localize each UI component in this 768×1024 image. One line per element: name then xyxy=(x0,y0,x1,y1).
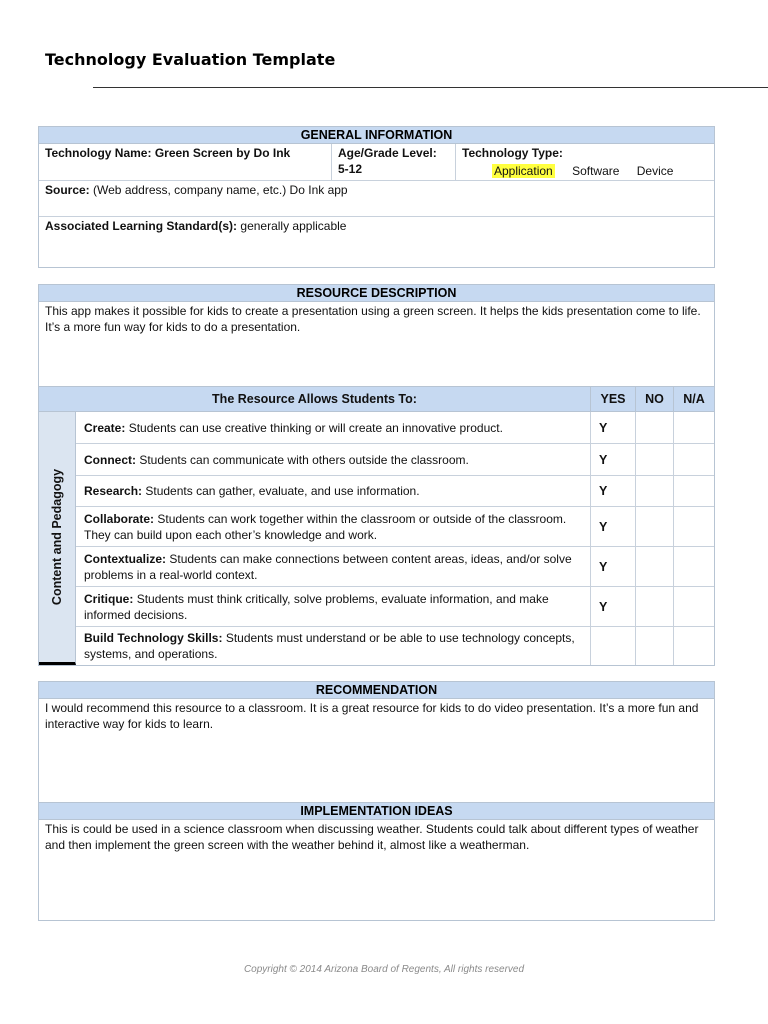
na-cell xyxy=(673,627,714,665)
source-label: Source: xyxy=(45,183,90,197)
implementation-text: This is could be used in a science classroom when discussing weather. Students could talk about different types of weather and then implement the green screen with the weather behind it, almost like a weatherman. xyxy=(45,822,699,852)
yes-cell: Y xyxy=(590,444,635,475)
criteria-list xyxy=(76,412,714,665)
resource-description-text: This app makes it possible for kids to create a presentation using a green screen. It helps the kids presentation come to life. It’s a more fun way for kids to do a presentation. xyxy=(45,304,701,334)
grade-level-cell xyxy=(332,144,456,180)
resource-description-header: RESOURCE DESCRIPTION xyxy=(39,285,714,302)
na-cell xyxy=(673,507,714,546)
criteria-row xyxy=(76,547,714,587)
criteria-label: Contextualize: xyxy=(84,551,167,566)
criteria-text: Students must think critically, solve problems, evaluate information, and make informed decisions. xyxy=(84,591,549,622)
grade-level-value: 5-12 xyxy=(338,162,363,176)
technology-type-label: Technology Type: xyxy=(462,146,563,160)
general-information-header: GENERAL INFORMATION xyxy=(39,127,714,144)
resource-table-body xyxy=(39,412,714,665)
source-value: (Web address, company name, etc.) Do Ink app xyxy=(93,183,348,197)
criteria-text: Students can gather, evaluate, and use information. xyxy=(145,484,420,498)
na-cell xyxy=(673,547,714,586)
no-cell xyxy=(635,444,673,475)
criteria-text: Students can make connections between content areas, ideas, and/or solve problems in a real-world context. xyxy=(84,551,572,582)
source-row xyxy=(39,181,714,217)
criteria-text: Students can work together within the classroom or outside of the classroom. They can build upon each other’s knowledge and work. xyxy=(84,511,567,542)
criteria-row xyxy=(76,627,714,665)
criteria-text: Students must understand or be able to use technology concepts, systems, and operations. xyxy=(84,631,575,661)
technology-name-value: Green Screen by Do Ink xyxy=(154,146,291,160)
column-yes: YES xyxy=(590,387,635,411)
criteria-row xyxy=(76,507,714,547)
criteria-label: Build Technology Skills: xyxy=(84,631,223,645)
criteria-row xyxy=(76,587,714,627)
technology-type-options xyxy=(462,163,708,179)
criteria-row xyxy=(76,476,714,507)
copyright-footer: Copyright © 2014 Arizona Board of Regents, All rights reserved xyxy=(243,964,525,975)
column-no: NO xyxy=(635,387,673,411)
technology-name-cell xyxy=(39,144,332,180)
resource-table-title: The Resource Allows Students To: xyxy=(212,392,417,406)
standards-value: generally applicable xyxy=(240,219,347,233)
no-cell xyxy=(635,412,673,443)
criteria-text: Students can communicate with others outside the classroom. xyxy=(139,452,469,467)
recommendation-header: RECOMMENDATION xyxy=(39,682,714,699)
yes-cell: Y xyxy=(590,412,635,443)
resource-table-header xyxy=(39,386,714,412)
no-cell xyxy=(635,627,673,665)
resource-description-section xyxy=(38,284,715,666)
criteria-row xyxy=(76,412,714,444)
column-na: N/A xyxy=(673,387,714,411)
type-option-software: Software xyxy=(572,164,620,178)
criteria-label: Critique: xyxy=(84,591,134,606)
side-category xyxy=(39,412,76,665)
no-cell xyxy=(635,587,673,626)
na-cell xyxy=(673,476,714,506)
criteria-text: Students can use creative thinking or will create an innovative product. xyxy=(128,420,503,435)
type-option-application: Application xyxy=(494,164,553,178)
technology-name-label: Technology Name: xyxy=(45,146,152,160)
general-info-row xyxy=(39,144,714,181)
yes-cell: Y xyxy=(590,547,635,586)
na-cell xyxy=(673,412,714,443)
implementation-header: IMPLEMENTATION IDEAS xyxy=(39,802,714,820)
yes-cell: Y xyxy=(590,476,635,506)
yes-cell: Y xyxy=(590,587,635,626)
type-option-device: Device xyxy=(636,164,674,178)
criteria-label: Research: xyxy=(84,484,143,498)
no-cell xyxy=(635,547,673,586)
yes-cell: Y xyxy=(590,507,635,546)
recommendation-section xyxy=(38,681,715,921)
grade-level-label: Age/Grade Level: xyxy=(338,146,437,160)
document-title: Technology Evaluation Template xyxy=(45,50,336,69)
na-cell xyxy=(673,587,714,626)
standards-label: Associated Learning Standard(s): xyxy=(45,219,238,233)
standards-row xyxy=(39,217,714,267)
criteria-label: Create: xyxy=(84,420,126,435)
no-cell xyxy=(635,507,673,546)
yes-cell xyxy=(590,627,635,665)
side-category-label: Content and Pedagogy xyxy=(50,468,64,606)
criteria-row xyxy=(76,444,714,476)
general-information-section xyxy=(38,126,715,268)
criteria-label: Collaborate: xyxy=(84,511,155,526)
criteria-label: Connect: xyxy=(84,452,136,467)
recommendation-text: I would recommend this resource to a classroom. It is a great resource for kids to do video presentation. It’s a more fun and interactive way for kids to learn. xyxy=(45,701,699,731)
technology-type-cell xyxy=(456,144,714,180)
na-cell xyxy=(673,444,714,475)
title-divider xyxy=(93,87,768,88)
no-cell xyxy=(635,476,673,506)
